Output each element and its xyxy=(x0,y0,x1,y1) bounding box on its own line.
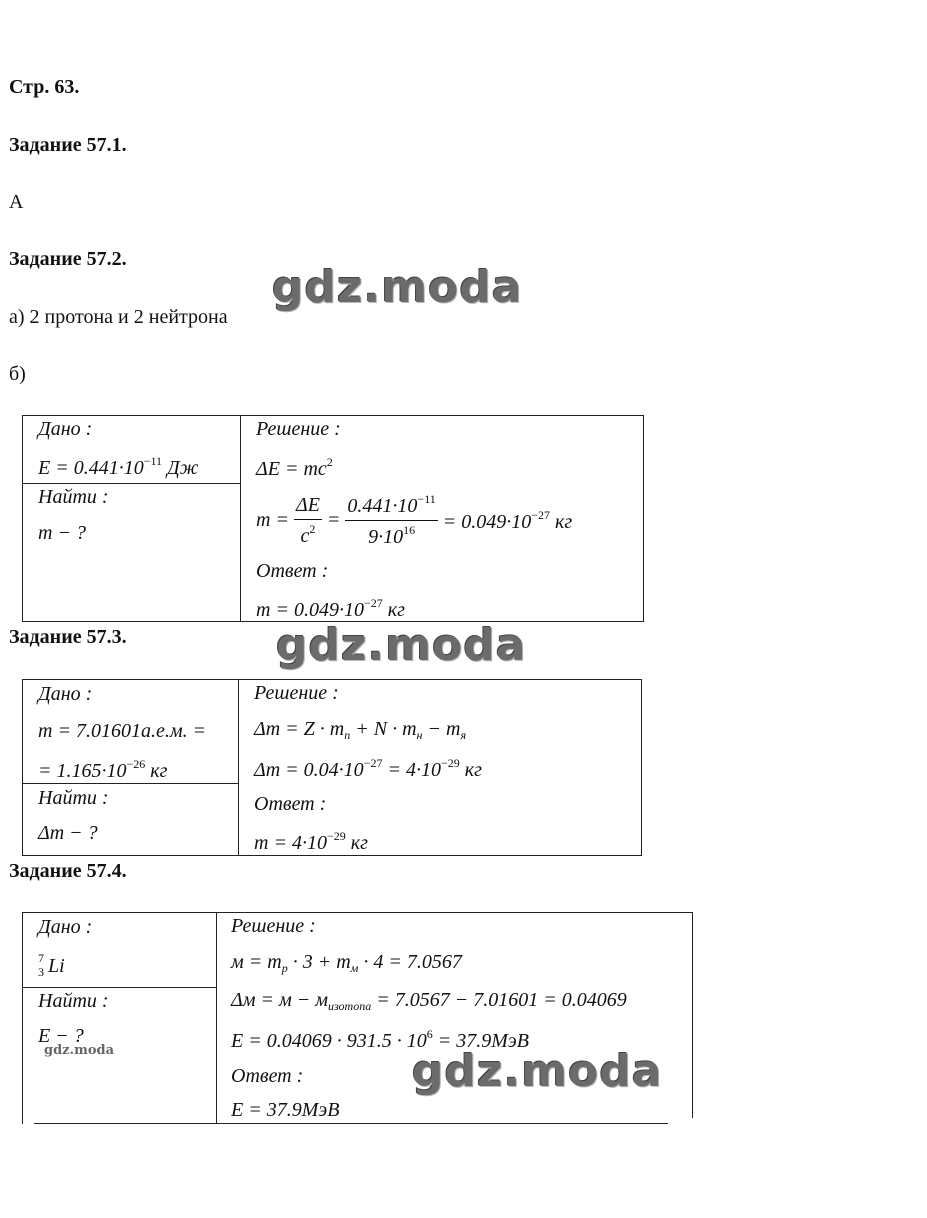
watermark-small: gdz.moda xyxy=(44,1043,115,1058)
answer-label: Ответ : xyxy=(231,1065,304,1087)
answer-label: Ответ : xyxy=(254,793,327,815)
watermark-logo: gdz.moda xyxy=(272,262,523,313)
task-answer-57-2b: б) xyxy=(9,363,26,385)
answer-label: Ответ : xyxy=(256,560,329,582)
find-mass-defect: Δm − ? xyxy=(38,822,98,844)
solution-table-3 xyxy=(22,912,693,1124)
task-title-57-4: Задание 57.4. xyxy=(9,860,127,882)
find-label: Найти : xyxy=(38,486,109,508)
answer-value: $m = 4\cdot 10^{-29}$ кг xyxy=(254,829,368,854)
formula-energy: $E = 0.04069 \cdot 931.5 \cdot 10^6 = 37.9МэВ$ xyxy=(231,1027,529,1052)
answer-value: $m = 0.049\cdot 10^{-27}$ кг xyxy=(256,596,405,621)
given-mass-kg: = $1.165\cdot 10^{-26}$ кг xyxy=(38,757,168,782)
formula-energy-mass: $\Delta E = mc^2$ xyxy=(256,455,333,480)
find-energy: E − ? xyxy=(38,1025,84,1047)
formula-mass-defect: $\Delta m = Z \cdot m_п + N \cdot m_н - m_я$ xyxy=(254,718,467,742)
task-answer-57-2a: а) 2 протона и 2 нейтрона xyxy=(9,306,228,328)
answer-value: E = 37.9МэВ xyxy=(231,1099,340,1121)
given-label: Дано : xyxy=(38,418,93,440)
given-energy: $E = 0.441\cdot 10^{-11}$ Дж xyxy=(38,454,199,479)
solution-label: Решение : xyxy=(254,682,339,704)
given-isotope: 7 3 Li xyxy=(38,951,65,980)
find-mass: m − ? xyxy=(38,522,86,544)
task-title-57-2: Задание 57.2. xyxy=(9,248,127,270)
formula-mass-fraction: m = $\frac{\Delta E}{c^2}$ = $\frac{0.441\cdot 10^{-11}}{9\cdot 10^{16}}$ = $0.049\cdot 10^{-27}$ кг xyxy=(256,492,573,548)
solution-label: Решение : xyxy=(256,418,341,440)
task-answer-57-1: А xyxy=(9,191,24,213)
watermark-logo: gdz.moda xyxy=(276,620,527,671)
formula-mass-sum: $м = m_p \cdot 3 + m_м \cdot 4 = 7.0567$ xyxy=(231,951,462,975)
formula-mass-defect: $\Delta м = м - м_{изотопа} = 7.0567 - 7.01601 = 0.04069$ xyxy=(231,989,627,1013)
given-mass: m = 7.01601а.е.м. = xyxy=(38,720,207,742)
find-label: Найти : xyxy=(38,990,109,1012)
task-title-57-1: Задание 57.1. xyxy=(9,134,127,156)
formula-mass-defect-value: $\Delta m = 0.04\cdot 10^{-27} = 4\cdot 10^{-29}$ кг xyxy=(254,756,482,781)
task-title-57-3: Задание 57.3. xyxy=(9,626,127,648)
watermark-logo: gdz.moda xyxy=(412,1046,663,1097)
given-label: Дано : xyxy=(38,916,93,938)
find-label: Найти : xyxy=(38,787,109,809)
given-label: Дано : xyxy=(38,683,93,705)
solution-label: Решение : xyxy=(231,915,316,937)
page-label: Стр. 63. xyxy=(9,76,80,98)
